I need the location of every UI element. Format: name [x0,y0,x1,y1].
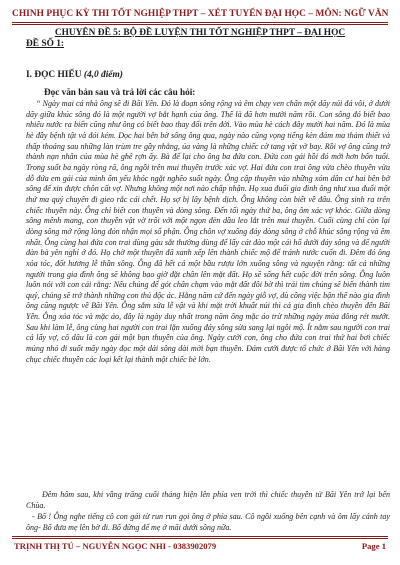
footer-authors: TRỊNH THỊ TÚ – NGUYỄN NGỌC NHI - 0383902079 [14,541,217,551]
passage-paragraph-2: Đêm hôm sau, khi vầng trăng cuối tháng hiện lên phía ven trời thì chiếc thuyền từ Bãi Yên trở lại bến Chùa. [26,490,390,510]
header-rule [12,22,388,23]
footer-rule-double [12,538,388,539]
section-points: (4,0 điểm) [83,70,123,80]
footer-rule [12,536,388,537]
header-rule-double [12,24,388,25]
section-heading [26,70,123,80]
passage-paragraph-3: - Bố ! Ông nghe tiếng cô con gái từ run run gọi ông ở phía sau. Cô ngồi xuống bên cạnh và ôm lấy cánh tay ông- Bố đưa mẹ lên bờ đi. Bố đừng để mẹ ở mãi dưới sông nữa. [26,512,390,532]
passage-paragraph-1: “ Ngày mai cá nhà ông sẽ đi Bãi Yên. Đó là đoạn sông rộng và êm chạy ven chân một dãy núi đá vôi, ở dưới dãy giữa khúc sông đó là một người vợ bắt hạnh của ông. Thế là đã hơn mười năm rồi. Con sông đó biết bao nhiêu nước ra biển cũng như ông có biết bao thay đổi trên đời. Vào mùa hè cách đây mười hai năm. Đó là mùa hè đầy bệnh tật và đói kém. Dọc hai bên bờ sông ông qua, ngày nào cũng vọng tiếng kèn đám ma thảm thiết và thấp thoáng sau những làn trùm tre gầy nhẳng, úa vàng là những chiếc cờ tang vật vờ bay. Rồi vợ ông cũng trở thành nạn nhân của mùa hè ghê rợn ấy. Bà để lại cho ông ba đứa con. Đứa con gái hồi đó mới hơn bốn tuổi. Trong suốt ba ngày ròng rã, ông ngồi trên mui thuyền trước xác vợ. Hai đứa con trai ông vừa chèo thuyền vừa dỗ đứa em gái của mình ốm yếu khóc ngặt nghẽo suốt ngày. Ông cập thuyền vào những xóm dân cư hai bên bờ sông để xin được chôn cất vợ. Nhưng không một nơi nào chấp nhận. Họ xua đuổi gia đình ông như xua đuổi một thứ ma quỷ chuyên đi gieo rắc cái chết. Họ sợ bị lây bệnh dịch. Ông không còn biết về đâu. Ông sinh ra trên chiếc thuyền này. Ông chỉ biết con thuyền và dòng sông. Đến tối ngày thứ ba, ông ôm xác vợ khóc. Giữa dòng sông mênh mang, con thuyền vật vờ trôi với một ngọn đèn dầu leo lắt trên mui thuyền. Cuối cùng chỉ còn lại dòng sông mở rộng lòng đón nhận mọi số phận. Ông chôn vợ xuống đáy dòng sông ở chỗ khúc sông rộng và êm nhất. Ông cùng hai đứa con trai dùng gàu sắt thường dùng để lấy cát đào một cái hố dưới đáy sông và để người đàn bà yên nghỉ ở đó. Họ chờ một thuyền đã xanh xếp lên thành chiếc mộ để tránh nước cuốn đi. Đêm đó ông xỏa tóc, đốt hương lễ thần sông. Ông đã hết cả một bầu rượu lớn xuống sông và nguyện rằng: tất cả những người trong gia đình ông sẽ không bao giờ đặt chân lên mặt đất. Họ sẽ sống hết cuộc đời trên sông. Ông luôn luôn nói với con cái rằng: Nếu chúng để gót chân chạm vào mặt đất đôi bờ thì trái tim chúng sẽ biến thành tim quỷ, chúng sẽ trở thành những con thú độc ác. Hằng năm cứ đến ngày giỗ vợ, dù công việc bận thế nào gia đình ông cũng ngược về Bãi Yên. Ông sắm sửa lễ vật và khi mặt trời khuất núi thì cả gia đình chèo thuyền đến Bãi Yên. Ông xỏa tóc và mặc áo, đây là ngày duy nhất trong năm ông mặc áo trừ những ngày mùa đông rét mướt. Sau khi làm lễ, ông cùng hai người con trai lặn xuống đáy sông sửa sang lại ngôi mộ. Ít nằm sau người con trai cả lấy vợ, cô dâu là con gái một bạn thuyền của ông. Ngày cưới con, ông cho đứa con trai thứ hai bơi chiếc mủng nhỏ đi suốt mấy ngày đọc một dải sông dài mời bạn thuyền. Đám cưới được tổ chức ở Bãi Yên với hàng chục chiếc thuyền các loại kết lại thành một chiếc bè lớn. [26,99,390,364]
section-heading-text: I. ĐỌC HIỂU [26,70,82,80]
footer-page-number: Page 1 [361,541,386,551]
chapter-title: CHUYÊN ĐỀ 5: BỘ ĐỀ LUYỆN THI TỐT NGHIỆP THPT – ĐẠI HỌC [54,28,346,38]
page-header-title: CHINH PHỤC KỲ THI TỐT NGHIỆP THPT – XÉT TUYỂN ĐẠI HỌC – MÔN: NGỮ VĂN [12,9,389,19]
instruction-text: Đọc văn bản sau và trả lời các câu hỏi: [44,87,196,97]
exam-label: ĐỀ SỐ 1: [26,39,65,49]
